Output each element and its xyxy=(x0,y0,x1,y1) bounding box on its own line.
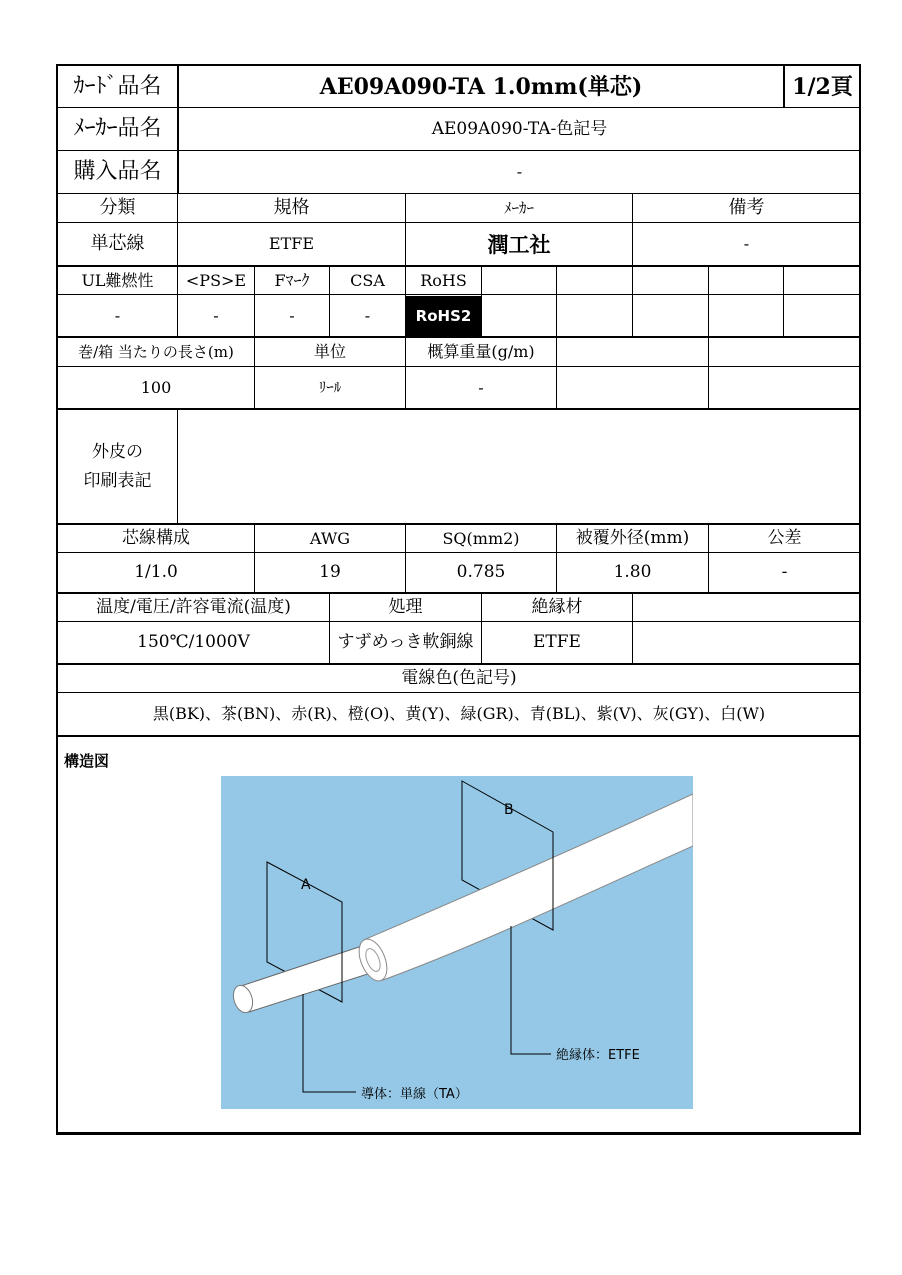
conductor-callout: 導体：単線（TA） xyxy=(361,1087,468,1102)
maker-part-label: ﾒｰｶｰ品名 xyxy=(73,116,162,141)
purchase-label: 購入品名 xyxy=(73,159,162,184)
remarks-header: 備考 xyxy=(728,197,765,218)
weight-value: - xyxy=(478,377,484,397)
sq-value: 0.785 xyxy=(456,562,506,582)
classification-header: 分類 xyxy=(99,197,136,218)
pse-header: <PS>E xyxy=(185,270,247,290)
tolerance-header: 公差 xyxy=(767,528,802,548)
f-mark-header: Fﾏｰｸ xyxy=(274,270,310,290)
standard-header: 規格 xyxy=(273,197,310,218)
outer-diameter-value: 1.80 xyxy=(613,562,652,582)
rule xyxy=(556,265,557,337)
pse-value: - xyxy=(213,306,219,325)
weight-header: 概算重量(g/m) xyxy=(427,342,535,361)
rule xyxy=(708,265,709,337)
standard-value: ETFE xyxy=(268,234,315,253)
plane-b-label: B xyxy=(504,802,514,818)
sq-header: SQ(mm2) xyxy=(442,528,520,548)
plane-a-label: A xyxy=(301,877,311,893)
rule xyxy=(481,265,482,337)
csa-header: CSA xyxy=(350,270,385,290)
structure-label: 構造図 xyxy=(64,752,110,770)
rule xyxy=(56,735,861,737)
awg-header: AWG xyxy=(309,528,351,548)
core-construction-header: 芯線構成 xyxy=(122,528,190,548)
print-marking-label xyxy=(58,410,177,523)
rule xyxy=(177,408,178,524)
maker-header: ﾒｰｶｰ xyxy=(503,198,534,217)
maker-value: 潤工社 xyxy=(487,231,551,257)
structure-diagram xyxy=(221,776,693,1109)
ul-flame-value: - xyxy=(114,306,121,325)
wire-colors-header: 電線色(色記号) xyxy=(401,668,517,688)
remarks-value: - xyxy=(743,234,750,253)
purchase-value: - xyxy=(516,162,523,181)
rohs-header: RoHS xyxy=(420,270,467,290)
classification-value: 単芯線 xyxy=(90,233,145,254)
print-marking-value xyxy=(179,410,860,523)
tolerance-value: - xyxy=(781,562,788,582)
rule xyxy=(556,336,557,409)
outer-diameter-header: 被覆外径(mm) xyxy=(575,528,690,548)
print-marking-label-line1: 外皮の xyxy=(92,441,143,462)
f-mark-value: - xyxy=(289,306,295,325)
insulation-header: 絶縁材 xyxy=(531,597,583,617)
card-title: AE09A090-TA 1.0mm(単芯) xyxy=(319,73,643,100)
rating-header: 温度/電圧/許容電流(温度) xyxy=(96,597,291,617)
unit-header: 単位 xyxy=(313,342,346,361)
card-name-label: ｶｰﾄﾞ品名 xyxy=(73,73,162,99)
insulation-callout: 絶縁体：ETFE xyxy=(556,1048,640,1063)
insulation-value: ETFE xyxy=(533,632,581,652)
ul-flame-header: UL難燃性 xyxy=(81,270,154,290)
treatment-value: すずめっき軟銅線 xyxy=(337,632,474,652)
rule xyxy=(708,336,709,409)
maker-part-value: AE09A090-TA-色記号 xyxy=(431,118,608,139)
awg-value: 19 xyxy=(319,562,341,582)
rohs2-badge: RoHS2 xyxy=(406,296,481,336)
rule xyxy=(783,265,784,337)
rule xyxy=(632,265,633,337)
page-number: 1/2頁 xyxy=(792,73,853,100)
core-construction-value: 1/1.0 xyxy=(134,562,178,582)
bottom-double-rule xyxy=(56,1134,861,1135)
wire-colors-value: 黒(BK)、茶(BN)、赤(R)、橙(O)、黄(Y)、緑(GR)、青(BL)、紫(V)、灰(GY)、白(W) xyxy=(152,704,766,723)
length-per-reel-header: 巻/箱 当たりの長さ(m) xyxy=(78,342,234,361)
rating-value: 150℃/1000V xyxy=(137,632,250,652)
print-marking-label-line2: 印刷表記 xyxy=(83,470,152,491)
length-per-reel-value: 100 xyxy=(140,377,172,397)
treatment-header: 処理 xyxy=(388,597,423,617)
unit-value: ﾘｰﾙ xyxy=(318,378,342,396)
rule xyxy=(632,592,633,664)
csa-value: - xyxy=(364,306,371,325)
